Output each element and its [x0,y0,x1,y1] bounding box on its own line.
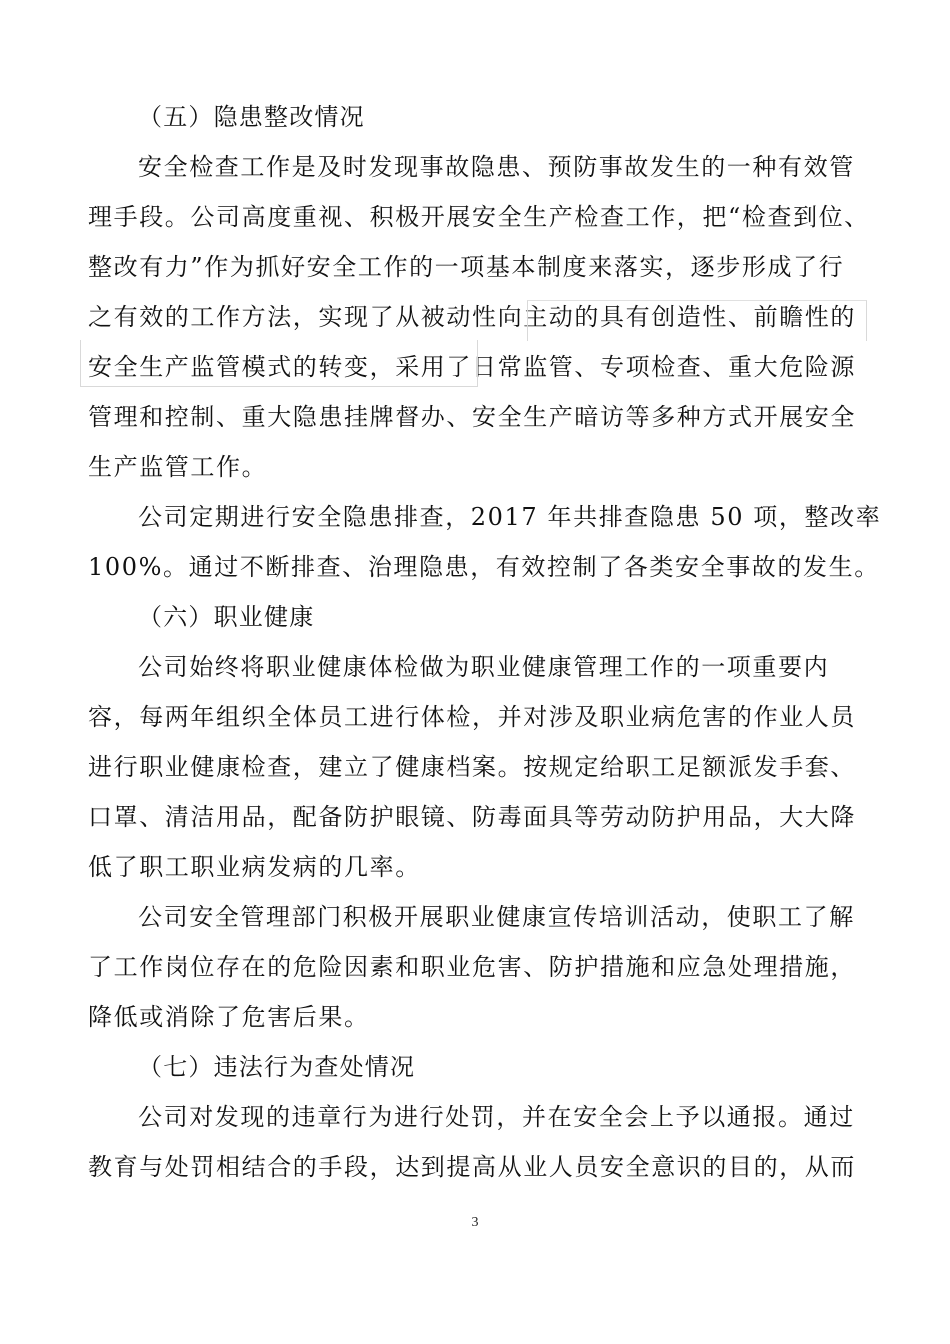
paragraph-line: 了工作岗位存在的危险因素和职业危害、防护措施和应急处理措施， [88,953,856,981]
paragraph-line: 之有效的工作方法，实现了从被动性向主动的具有创造性、前瞻性的 [88,303,856,331]
page-number: 3 [471,1215,479,1230]
paragraph-line: 理手段。公司高度重视、积极开展安全生产检查工作，把“检查到位、 [88,203,870,231]
section-heading-5: （五）隐患整改情况 [138,103,365,131]
paragraph-line: 安全检查工作是及时发现事故隐患、预防事故发生的一种有效管 [138,153,855,181]
paragraph-line: 整改有力”作为抓好安全工作的一项基本制度来落实，逐步形成了行 [88,253,845,281]
paragraph-line: 容，每两年组织全体员工进行体检，并对涉及职业病危害的作业人员 [88,703,856,731]
paragraph-line: 公司定期进行安全隐患排查，2017 年共排查隐患 50 项，整改率 [138,503,882,531]
section-heading-7: （七）违法行为查处情况 [138,1053,416,1081]
paragraph-line: 安全生产监管模式的转变，采用了日常监管、专项检查、重大危险源 [88,353,856,381]
paragraph-line: 公司安全管理部门积极开展职业健康宣传培训活动，使职工了解 [138,903,855,931]
paragraph-line: 公司对发现的违章行为进行处罚，并在安全会上予以通报。通过 [138,1103,855,1131]
paragraph-line: 降低或消除了危害后果。 [88,1003,370,1031]
paragraph-line: 公司始终将职业健康体检做为职业健康管理工作的一项重要内 [138,653,830,681]
paragraph-line: 口罩、清洁用品，配备防护眼镜、防毒面具等劳动防护用品，大大降 [88,803,856,831]
paragraph-line: 进行职业健康检查，建立了健康档案。按规定给职工足额派发手套、 [88,753,856,781]
paragraph-line: 低了职工职业病发病的几率。 [88,853,421,881]
paragraph-line: 100%。通过不断排查、治理隐患，有效控制了各类安全事故的发生。 [88,553,880,581]
paragraph-line: 教育与处罚相结合的手段，达到提高从业人员安全意识的目的，从而 [88,1153,856,1181]
section-heading-6: （六）职业健康 [138,603,315,631]
paragraph-line: 生产监管工作。 [88,453,268,481]
paragraph-line: 管理和控制、重大隐患挂牌督办、安全生产暗访等多种方式开展安全 [88,403,856,431]
